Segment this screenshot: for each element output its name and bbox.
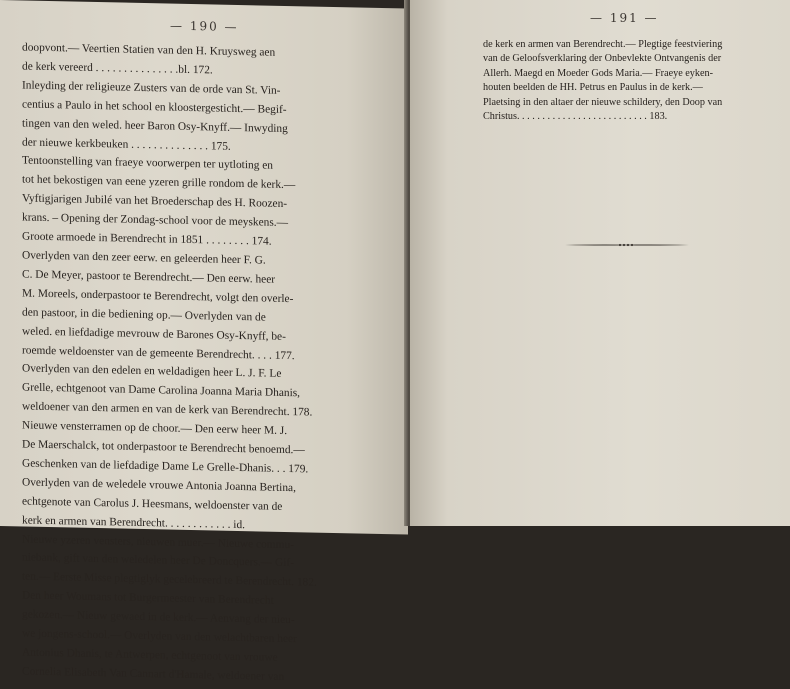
text-line: tingen van den weled. heer Baron Osy-Knyff.— Inwyding bbox=[22, 117, 288, 135]
text-line: van de Geloofsverklaring der Onbevlekte Ontvangenis der bbox=[483, 53, 722, 65]
page-number-right: — 191 — bbox=[590, 11, 659, 25]
text-line: C. De Meyer, pastoor te Berendrecht.— Den eerw. heer bbox=[22, 268, 276, 286]
text-line: De Maerschalck, tot onderpastoor te Berendrecht benoemd.— bbox=[22, 438, 305, 457]
text-line: kerk en armen van Berendrecht. . . . . . . . . . . . id. bbox=[22, 514, 245, 531]
text-line: den pastoor, in die bediening op.— Overlyden van de bbox=[22, 306, 266, 324]
text-line: Allerh. Maegd en Moeder Gods Maria.— Fraeye eyken- bbox=[483, 67, 713, 79]
text-line: Cornelia Elisabeth Van Cannart d'Hamale, weldoener van bbox=[22, 665, 285, 683]
text-line: houten beelden de HH. Petrus en Paulus in de kerk.— bbox=[483, 82, 703, 94]
text-line: de kerk vereerd . . . . . . . . . . . . . . .bl. 172. bbox=[22, 60, 213, 77]
text-line: Vyftigjarigen Jubilé van het Broederschap des H. Roozen- bbox=[22, 192, 288, 211]
text-line: der nieuwe kerkbeuken . . . . . . . . . . . . . . 175. bbox=[22, 135, 231, 153]
text-line: Antonius Dhanis, te Antwerpen, echtgenoot van vrouwe bbox=[22, 646, 278, 664]
text-line: Overlyden van den zeer eerw. en geleerden heer F. G. bbox=[22, 249, 266, 267]
text-line: Geschenken van de liefdadige Dame Le Grelle-Dhanis. . . 179. bbox=[22, 457, 309, 476]
text-line: Overlyden van den edelen en weldadigen heer L. J. F. Le bbox=[22, 362, 282, 381]
text-line: echtgenote van Carolus J. Heesmans, weldoenster van de bbox=[22, 495, 283, 513]
text-line: doopvont.— Veertien Statien van den H. Kruysweg aen bbox=[22, 41, 276, 59]
text-line: Nieuwe vensterramen op de choor.— Den eerw heer M. J. bbox=[22, 419, 288, 438]
page-number-left: — 190 — bbox=[170, 18, 239, 34]
text-line: ten.— Eerste Misse plegtiglyk gecelebreerd te Berendrecht. 182. bbox=[22, 570, 317, 590]
decorative-rule-icon bbox=[565, 243, 689, 247]
text-line: Overlyden van de weledele vrouwe Antonia Joanna Bertina, bbox=[22, 476, 296, 495]
text-line: Inleyding der religieuze Zusters van de orde van St. Vin- bbox=[22, 79, 281, 97]
text-line: Christus. . . . . . . . . . . . . . . . . . . . . . . . . . 183. bbox=[483, 111, 668, 123]
text-line: krans. – Opening der Zondag-school voor de meyskens.— bbox=[22, 211, 289, 230]
text-line: Grelle, echtgenoot van Dame Carolina Joanna Maria Dhanis, bbox=[22, 381, 301, 400]
text-line: gekozen.— Nieuw gewaed in de kerk.— Aenvang der nieu- bbox=[22, 608, 295, 627]
right-page bbox=[410, 0, 790, 526]
text-line: Plaetsing in den altaer der nieuwe schildery, den Doop van bbox=[483, 96, 723, 108]
text-line: niebank, gift van den weledelen heer De Doncquers.— Gif- bbox=[22, 551, 295, 570]
text-line: weled. en liefdadige mevrouw de Barones Osy-Knyff, be- bbox=[22, 325, 286, 343]
left-page-text bbox=[22, 38, 352, 688]
text-line: weldoener van den armen en van de kerk van Berendrecht. 178. bbox=[22, 400, 313, 419]
text-line: Den heer Woumans tot Burgermeester van Berendrecht bbox=[22, 589, 274, 608]
text-line: tot het bekostigen van eene yzeren grille rondom de kerk.— bbox=[22, 173, 296, 192]
text-line: Tentoonstelling van fraeye voorwerpen ter uytloting en bbox=[22, 154, 273, 173]
text-line: Nieuwe yzeren vensters, nieuwen muer.— Nieuwe commu- bbox=[22, 533, 295, 551]
text-line: Groote armoede in Berendrecht in 1851 . . . . . . . . 174. bbox=[22, 230, 272, 248]
text-line: centius a Paulo in het school en kloostergesticht.— Begif- bbox=[22, 98, 287, 116]
text-line: M. Moreels, onderpastoor te Berendrecht, volgt den overle- bbox=[22, 287, 294, 305]
right-page-text bbox=[483, 38, 773, 124]
text-line: roemde weldoenster van de gemeente Berendrecht. . . . 177. bbox=[22, 343, 295, 362]
text-line: de kerk en armen van Berendrecht.— Plegtige feestviering bbox=[483, 39, 723, 50]
text-line: we jongens-school.— Overlyden van den welachtbaren heer bbox=[22, 627, 297, 646]
